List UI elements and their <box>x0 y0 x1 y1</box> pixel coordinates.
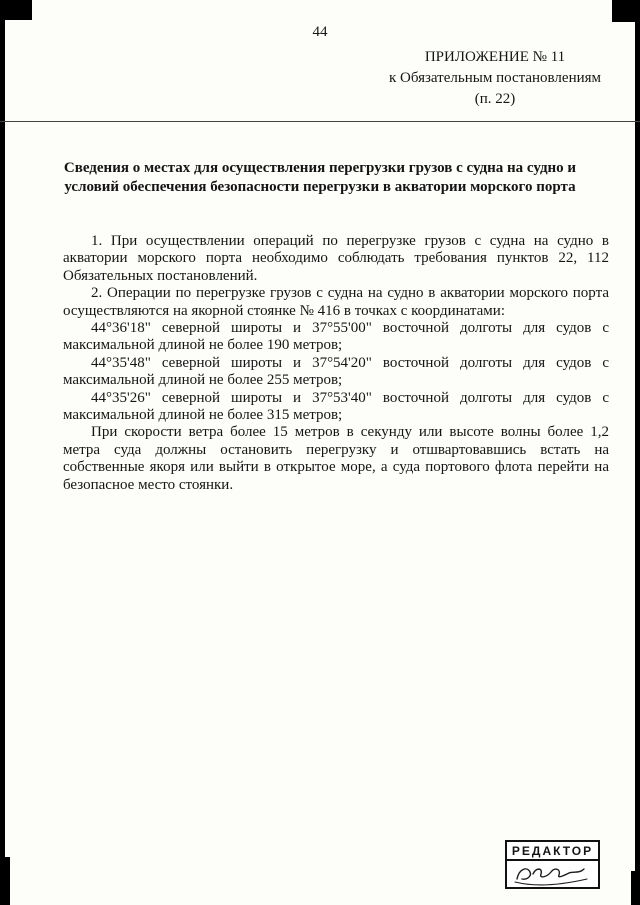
scan-edge-right <box>635 0 640 905</box>
scan-corner-bottom-left <box>0 857 10 905</box>
scan-edge-left <box>0 0 5 905</box>
paragraph-2: 2. Операции по перегрузке грузов с судна на судно в акватории морского порта осуществляются на якорной стоянке № 416 в точках с координатами: <box>63 285 609 319</box>
scan-corner-bottom-right <box>631 871 640 905</box>
editor-stamp-label: РЕДАКТОР <box>507 842 598 861</box>
horizontal-rule <box>0 121 640 122</box>
appendix-header <box>380 47 610 110</box>
scan-corner-top-right <box>612 0 640 22</box>
paragraph-coordinates-1: 44°36'18" северной широты и 37°55'00" восточной долготы для судов с максимальной длиной не более 190 метров; <box>63 320 609 354</box>
editor-stamp <box>505 840 600 889</box>
paragraph-1: 1. При осуществлении операций по перегрузке грузов с судна на судно в акватории морского порта необходимо соблюдать требования пунктов 22, 112 Обязательных постановлений. <box>63 233 609 284</box>
document-body <box>63 233 609 494</box>
signature-icon <box>503 861 603 887</box>
appendix-header-line2: к Обязательным постановлениям <box>388 70 602 86</box>
page-number: 44 <box>312 24 328 40</box>
appendix-header-line3: (п. 22) <box>474 91 516 107</box>
document-title: Сведения о местах для осуществления перегрузки грузов с судна на судно и условий обеспечения безопасности перегрузки в акватории морского порта <box>63 160 577 195</box>
paragraph-weather-rule: При скорости ветра более 15 метров в секунду или высоте волны более 1,2 метра суда должны остановить перегрузку и отшвартовавшись встать на собственные якоря или выйти в открытое море, а суда портового флота перейти на безопасное место стоянки. <box>63 424 609 493</box>
paragraph-coordinates-3: 44°35'26" северной широты и 37°53'40" восточной долготы для судов с максимальной длиной не более 315 метров; <box>63 389 609 424</box>
editor-signature <box>507 861 598 887</box>
appendix-header-line1: ПРИЛОЖЕНИЕ № 11 <box>424 49 566 65</box>
scan-corner-top-left <box>0 0 32 20</box>
paragraph-coordinates-2: 44°35'48" северной широты и 37°54'20" восточной долготы для судов с максимальной длиной не более 255 метров; <box>63 354 609 389</box>
